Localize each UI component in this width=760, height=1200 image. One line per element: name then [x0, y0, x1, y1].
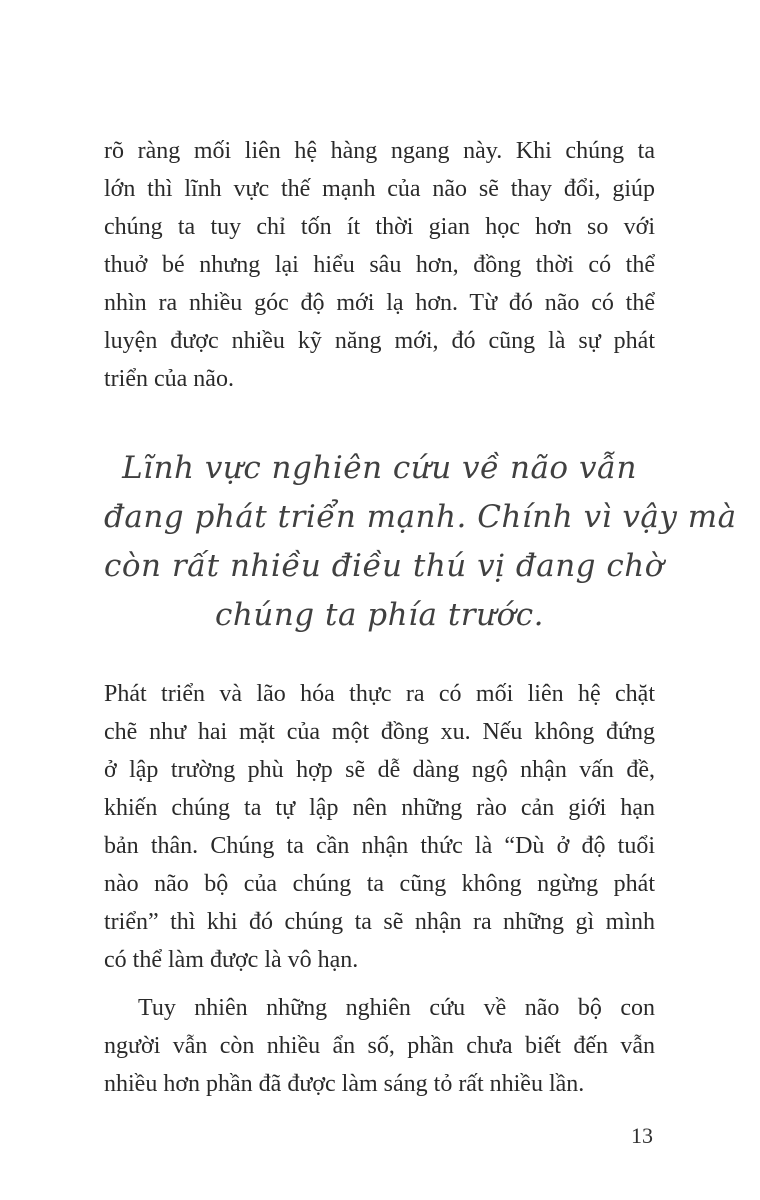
text-line: nào não bộ của chúng ta cũng không ngừng phát: [104, 871, 655, 897]
body-text: [104, 132, 737, 1103]
quote-line: còn rất nhiều điều thú vị đang chờ: [104, 548, 664, 584]
text-line: triển của não.: [104, 366, 234, 392]
text-line: có thể làm được là vô hạn.: [104, 947, 359, 973]
paragraph: [104, 989, 655, 1103]
text-line: ở lập trường phù hợp sẽ dễ dàng ngộ nhận vấn đề,: [104, 757, 655, 783]
page-number: 13: [631, 1123, 653, 1148]
text-line: lớn thì lĩnh vực thế mạnh của não sẽ thay đổi, giúp: [104, 176, 655, 202]
text-line: luyện được nhiều kỹ năng mới, đó cũng là sự phát: [104, 328, 655, 354]
text-line: người vẫn còn nhiều ẩn số, phần chưa biết đến vẫn: [104, 1033, 655, 1059]
quote-line: chúng ta phía trước.: [215, 597, 544, 633]
pull-quote: [104, 444, 737, 640]
paragraph: [104, 132, 655, 398]
text-line: thuở bé nhưng lại hiểu sâu hơn, đồng thời có thể: [104, 252, 655, 278]
paragraph: [104, 675, 655, 979]
text-line: chẽ như hai mặt của một đồng xu. Nếu không đứng: [104, 719, 655, 745]
text-line: rõ ràng mối liên hệ hàng ngang này. Khi chúng ta: [104, 138, 655, 164]
text-line: triển” thì khi đó chúng ta sẽ nhận ra những gì mình: [104, 909, 655, 935]
text-line: nhiều hơn phần đã được làm sáng tỏ rất nhiều lần.: [104, 1071, 585, 1097]
text-line: chúng ta tuy chỉ tốn ít thời gian học hơn so với: [104, 214, 655, 240]
text-line: khiến chúng ta tự lập nên những rào cản giới hạn: [104, 795, 655, 821]
quote-line: Lĩnh vực nghiên cứu về não vẫn: [122, 450, 637, 486]
quote-line: đang phát triển mạnh. Chính vì vậy mà: [104, 499, 737, 535]
text-line: Phát triển và lão hóa thực ra có mối liên hệ chặt: [104, 681, 655, 707]
text-line: nhìn ra nhiều góc độ mới lạ hơn. Từ đó não có thể: [104, 290, 655, 316]
text-line: Tuy nhiên những nghiên cứu về não bộ con: [138, 995, 655, 1021]
text-line: bản thân. Chúng ta cần nhận thức là “Dù ở độ tuổi: [104, 833, 655, 859]
